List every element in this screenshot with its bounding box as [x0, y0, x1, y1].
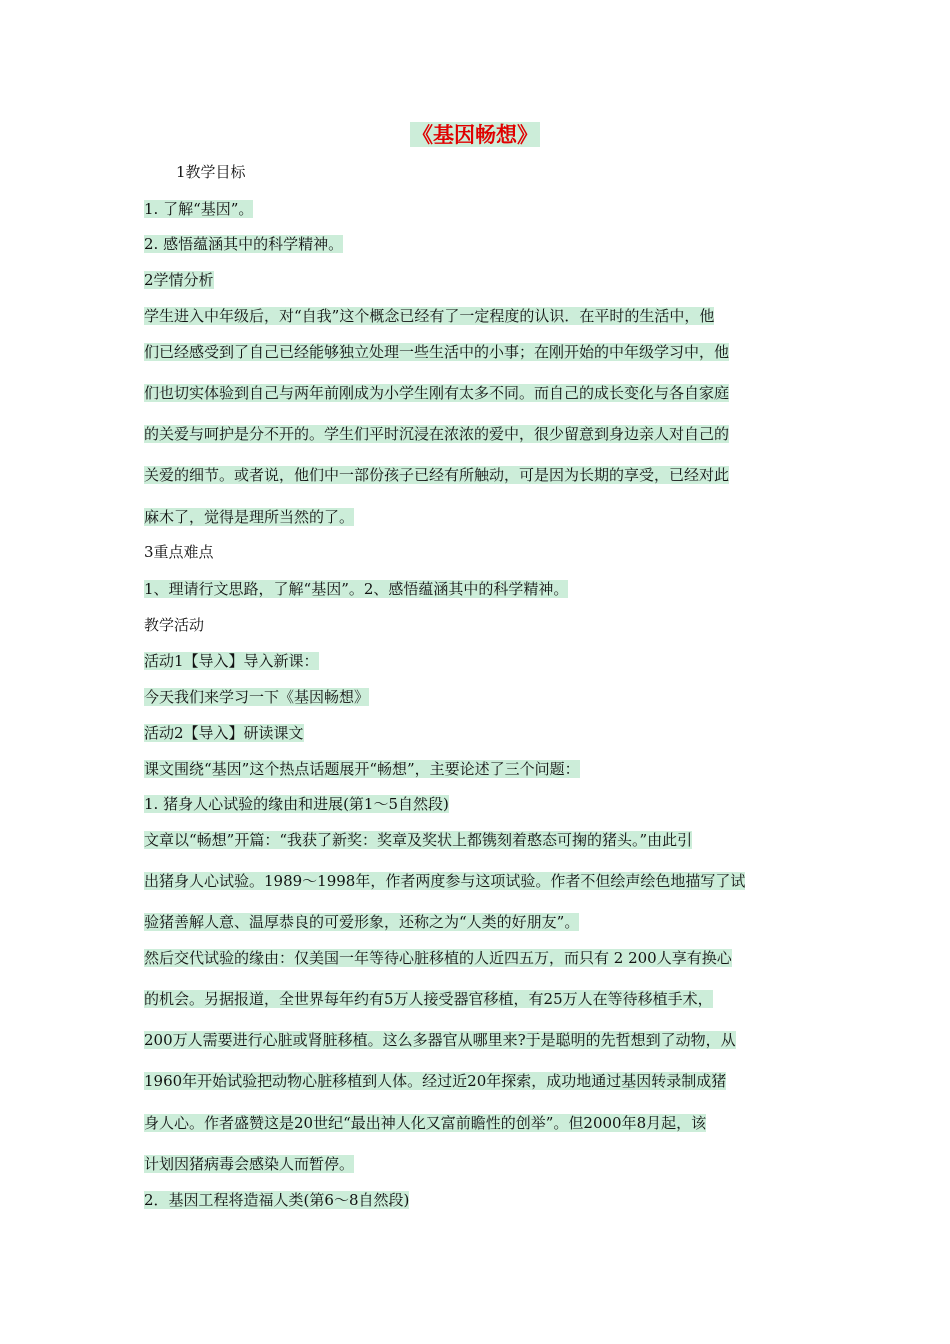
text-line — [144, 988, 713, 1010]
text-line-content: 然后交代试验的缘由：仅美国一年等待心脏移植的人近四五万，而只有 2 200人享有换心 — [144, 949, 732, 967]
text-line-content: 麻木了，觉得是理所当然的了。 — [144, 508, 355, 526]
text-line-content: 2学情分析 — [144, 271, 214, 289]
text-line-content: 1、理请行文思路，了解“基因”。2、感悟蕴涵其中的科学精神。 — [144, 580, 569, 598]
text-line — [144, 305, 714, 327]
text-line-content: 活动2【导入】研读课文 — [144, 724, 304, 742]
text-line-content: 1. 了解“基因”。 — [144, 200, 254, 218]
text-line — [144, 578, 568, 600]
text-line — [144, 1070, 726, 1092]
text-line — [144, 947, 732, 969]
text-line — [144, 650, 319, 672]
text-line — [144, 423, 729, 445]
text-line — [144, 829, 692, 851]
text-line-content: 200万人需要进行心脏或肾脏移植。这么多器官从哪里来?于是聪明的先哲想到了动物，从 — [144, 1031, 736, 1049]
text-line-content: 课文围绕“基因”这个热点话题展开“畅想”，主要论述了三个问题： — [144, 760, 580, 778]
text-line-content: 身人心。作者盛赞这是20世纪“最出神人化又富前瞻性的创举”。但2000年8月起，该 — [144, 1114, 707, 1132]
text-line — [144, 793, 449, 815]
text-line — [144, 464, 729, 486]
text-line-content: 1960年开始试验把动物心脏移植到人体。经过近20年探索，成功地通过基因转录制成猪 — [144, 1072, 727, 1090]
text-line — [144, 1189, 409, 1211]
text-line-content: 2．基因工程将造福人类(第6～8自然段) — [144, 1191, 410, 1209]
document-title-text: 《基因畅想》 — [412, 122, 538, 147]
text-line-content: 1. 猪身人心试验的缘由和进展(第1～5自然段) — [144, 795, 449, 813]
text-line-content: 关爱的细节。或者说，他们中一部份孩子已经有所触动，可是因为长期的享受，已经对此 — [144, 466, 730, 484]
text-line-content: 们已经感受到了自己已经能够独立处理一些生活中的小事；在刚开始的中年级学习中，他 — [144, 343, 730, 361]
text-line — [144, 1112, 706, 1134]
text-line-content: 计划因猪病毒会感染人而暂停。 — [144, 1155, 355, 1173]
text-line — [144, 1029, 736, 1051]
text-line-content: 1教学目标 — [176, 163, 246, 181]
text-line-content: 教学活动 — [144, 616, 205, 634]
text-line-content: 3重点难点 — [144, 543, 214, 561]
text-line — [144, 614, 204, 636]
text-line — [144, 341, 729, 363]
text-line-content: 2. 感悟蕴涵其中的科学精神。 — [144, 235, 344, 253]
text-line — [144, 382, 729, 404]
text-line — [144, 198, 253, 220]
text-line-content: 们也切实体验到自己与两年前刚成为小学生刚有太多不同。而自己的成长变化与各自家庭 — [144, 384, 730, 402]
text-line — [144, 870, 745, 892]
text-line-content: 今天我们来学习一下《基因畅想》 — [144, 688, 370, 706]
text-line — [144, 911, 579, 933]
text-line — [144, 1153, 354, 1175]
text-line — [144, 686, 369, 708]
text-line-content: 学生进入中年级后，对“自我”这个概念已经有了一定程度的认识．在平时的生活中，他 — [144, 307, 715, 325]
text-line-content: 文章以“畅想”开篇：“我获了新奖：奖章及奖状上都镌刻着憨态可掬的猪头。”由此引 — [144, 831, 693, 849]
document-title — [0, 120, 950, 150]
text-line — [144, 269, 214, 291]
text-line — [144, 233, 343, 255]
text-line — [144, 506, 354, 528]
text-line-content: 的机会。另据报道，全世界每年约有5万人接受器官移植，有25万人在等待移植手术， — [144, 990, 713, 1008]
text-line — [176, 161, 246, 183]
text-line-content: 验猪善解人意、温厚恭良的可爱形象，还称之为“人类的好朋友”。 — [144, 913, 580, 931]
text-line — [144, 541, 214, 563]
text-line-content: 活动1【导入】导入新课： — [144, 652, 319, 670]
text-line — [144, 722, 304, 744]
text-line-content: 出猪身人心试验。1989～1998年，作者两度参与这项试验。作者不但绘声绘色地描写了试 — [144, 872, 746, 890]
text-line — [144, 758, 580, 780]
text-line-content: 的关爱与呵护是分不开的。学生们平时沉浸在浓浓的爱中，很少留意到身边亲人对自己的 — [144, 425, 730, 443]
